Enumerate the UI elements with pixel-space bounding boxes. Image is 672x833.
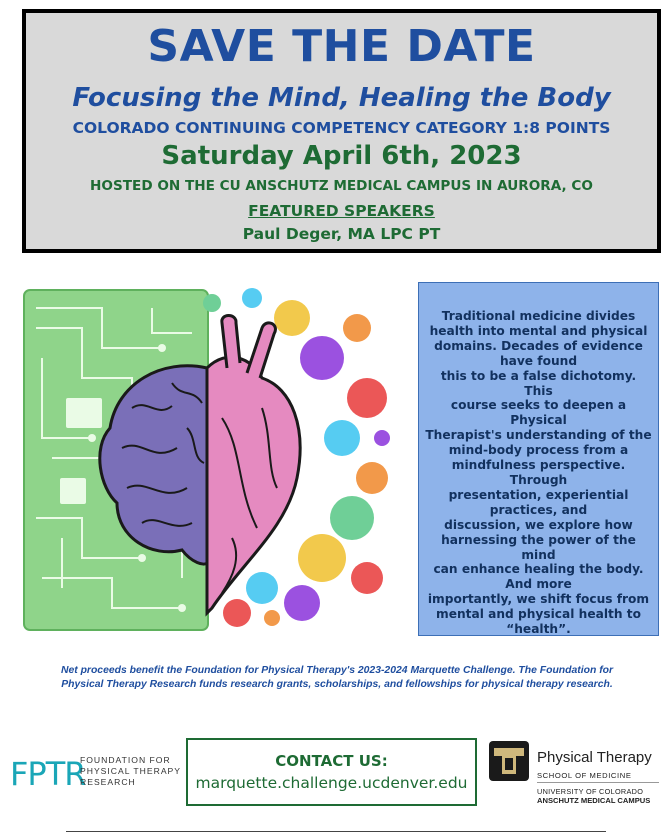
fptr-name-line: RESEARCH (80, 777, 136, 787)
contact-box (186, 738, 477, 806)
description-line: “health”. (506, 622, 571, 637)
event-location: HOSTED ON THE CU ANSCHUTZ MEDICAL CAMPUS IN AURORA, CO (90, 178, 593, 194)
description-line: health into mental and physical (429, 323, 648, 338)
cu-buffalo-logo (488, 740, 530, 782)
description-line: practices, and (489, 502, 588, 517)
header-banner (22, 9, 661, 253)
course-description (418, 282, 659, 636)
description-line: have found (499, 353, 578, 368)
description-line: discussion, we explore how (444, 517, 633, 532)
fptr-name-line: PHYSICAL THERAPY (80, 766, 182, 776)
cu-university: UNIVERSITY OF COLORADO (537, 787, 644, 796)
fptr-logo (10, 752, 86, 793)
description-line: domains. Decades of evidence (434, 338, 643, 353)
cu-campus: ANSCHUTZ MEDICAL CAMPUS (537, 796, 651, 805)
cu-school: SCHOOL OF MEDICINE (537, 771, 632, 780)
featured-speakers-label: FEATURED SPEAKERS (248, 202, 435, 220)
contact-title: CONTACT US: (275, 752, 388, 770)
description-line: And more (505, 577, 572, 592)
description-line: Traditional medicine divides (441, 309, 636, 323)
description-line: presentation, experiential (448, 487, 629, 502)
proceeds-line: Net proceeds benefit the Foundation for Physical Therapy's 2023-2024 Marquette Challenge. The Foundation for (60, 665, 614, 676)
description-line: can enhance healing the body. (433, 562, 644, 577)
event-date: Saturday April 6th, 2023 (161, 141, 522, 171)
description-line: importantly, we shift focus from (427, 592, 650, 607)
proceeds-note (24, 664, 650, 692)
competency-category: COLORADO CONTINUING COMPETENCY CATEGORY 1:8 POINTS (72, 119, 611, 137)
description-line: course seeks to deepen a Physical (450, 398, 627, 428)
bottom-divider (66, 831, 606, 832)
cu-department: Physical Therapy (537, 749, 652, 766)
event-subtitle: Focusing the Mind, Healing the Body (72, 83, 611, 113)
brain-heart-illustration (22, 288, 398, 638)
description-line: mental and physical health to (436, 607, 641, 622)
description-line: harnessing the power of the mind (441, 532, 636, 562)
fptr-name (80, 755, 181, 788)
speaker-name: Paul Deger, MA LPC PT (242, 225, 441, 243)
fptr-name-line: FOUNDATION FOR (80, 755, 171, 765)
description-line: mind-body process from a (448, 443, 629, 458)
description-line: Therapist's understanding of the (425, 428, 652, 443)
save-the-date-title: SAVE THE DATE (147, 21, 536, 72)
fptr-logo-text: FPTR (10, 755, 86, 793)
contact-url-link[interactable]: marquette.challenge.ucdenver.edu (195, 774, 468, 792)
description-line: mindfulness perspective. Through (451, 458, 626, 487)
description-line: this to be a false dichotomy. This (440, 368, 637, 398)
cu-divider (537, 782, 659, 783)
proceeds-line: Physical Therapy Research funds research grants, scholarships, and fellowships for physical therapy research. (61, 679, 613, 690)
